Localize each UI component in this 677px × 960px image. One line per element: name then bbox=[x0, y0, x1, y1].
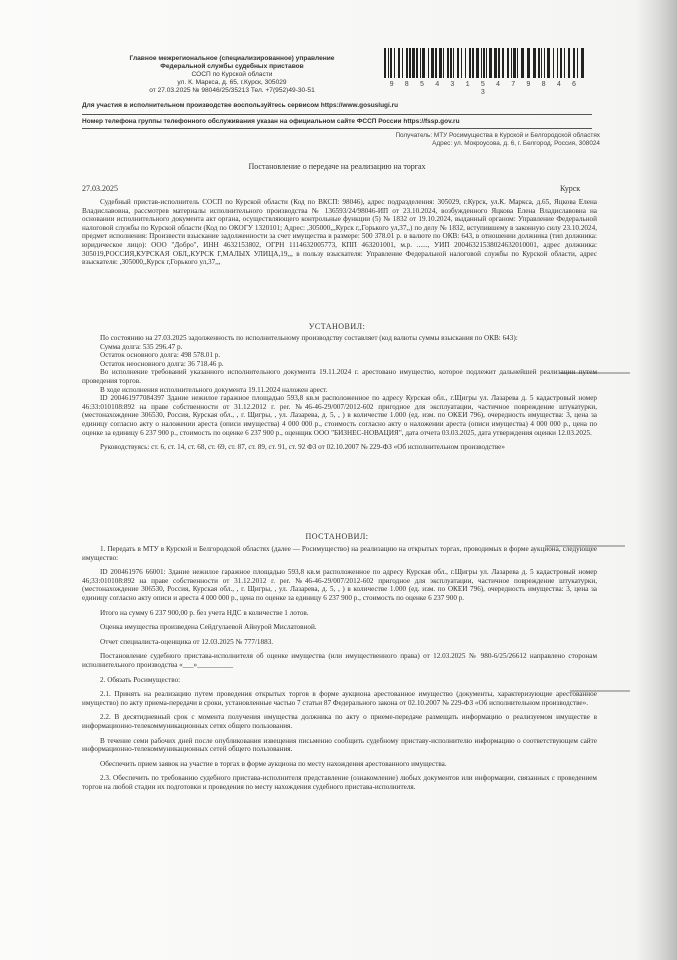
resolved-p9: 2.2. В десятидневный срок с момента получения имущества должника по акту о приеме-передаче размещать информацию о реализуемом имуществе в информационно-телекоммуникационных сетях общего пользования. bbox=[82, 713, 597, 730]
established-block bbox=[82, 334, 597, 452]
established-p4: ID 200461977084397 Здание нежилое гаражное площадью 593,8 кв.м расположенное по адресу Курская обл., г.Щигры ул. Лазарева д. 5 кадастровый номер 46:33:010108:892 на праве собственности от 31.12.2012 г. per. №46-46-29/007/2012-602 пригодное для эксплуатации, частичное повреждение штукатурки, (местонахождение 306530, Россия, Курская обл., , г. Щигры, , ул. Лазарева, д. 5, , ) в количестве 1.000 (ед. изм. по ОКЕИ 796), очередность имущества: 3, цена за единицу согласно акту о наложении ареста (описи имущества) 4 000 000 р., стоимость согласно акту о наложении ареста (описи имущества) 4 000 000 р., цена по оценке за единицу 6 237 900 р., стоимость по оценке 6 237 900 р., оценщик ООО "БИЗНЕС-НОВАЦИЯ", дата отчета 03.03.2025, дата утверждения оценки 12.03.2025. bbox=[82, 394, 597, 437]
established-heading: УСТАНОВИЛ: bbox=[308, 322, 366, 331]
resolved-p10: В течение семи рабочих дней после опубликования извещения письменно сообщить судебному приставу-исполнителю информацию о соответствующем сайте информационно-телекоммуникационных сетей общего пользования. bbox=[82, 736, 597, 754]
recipient-line: Получатель: МТУ Росимущества в Курской и Белгородской областях bbox=[395, 132, 600, 139]
resolved-p8: 2.1. Принять на реализацию путем проведения открытых торгов в форме аукциона арестованное имущество (документы, характеризующие арестованное имущество) по акту приема-передачи в сроки, установленные частью 7 статьи 87 Федерального закона от 02.10.2007 № 229-ФЗ «Об исполнительном производстве». bbox=[82, 690, 597, 707]
document-title: Постановление о передаче на реализацию на торгах bbox=[248, 162, 426, 171]
resolved-p5: Отчет специалиста-оценщика от 12.03.2025 № 777/1883. bbox=[100, 637, 274, 646]
resolved-p11: Обеспечить прием заявок на участие в торгах в форме аукциона по месту нахождения арестованного имущества. bbox=[100, 759, 447, 768]
resolved-heading: ПОСТАНОВИЛ: bbox=[305, 532, 369, 541]
scan-artifact bbox=[570, 690, 630, 692]
barcode-number: 9 8 5 4 3 1 5 4 7 9 8 4 6 3 bbox=[389, 81, 580, 97]
header-line: СОСП по Курской области bbox=[191, 71, 273, 78]
header-line: ул. К. Маркса, д. 65, г.Курск, 305029 bbox=[177, 79, 287, 86]
scan-shadow bbox=[635, 0, 677, 960]
header-line: Главное межрегиональное (специализированное) управление bbox=[129, 55, 335, 62]
resolved-p3: Итого на сумму 6 237 900,00 р. без учета НДС в количестве 1 лотов. bbox=[100, 608, 309, 617]
established-p2: Во исполнение требований указанного исполнительного документа 19.11.2024 г. арестовано имущество, которое подлежит дальнейшей реализации путем проведения торгов. bbox=[82, 368, 597, 385]
header-line: от 27.03.2025 № 98046/25/35213 Тел. +7(952)49-30-51 bbox=[149, 87, 315, 94]
header-line: Федеральной службы судебных приставов bbox=[160, 63, 304, 70]
gosuslugi-notice: Для участия в исполнительном производстве воспользуйтесь сервисом https://www.gosuslugi.ru bbox=[82, 102, 399, 109]
recipient-address: Адрес: ул. Мокроусова, д. 6, г. Белгород, Россия, 308024 bbox=[432, 140, 600, 147]
resolved-p2: ID 200461976 66001: Здание нежилое гаражное площадью 593,8 кв.м расположенное по адресу Курская обл., г.Щигры ул. Лазарева д. 5 кадастровый номер 46;33:010108:892 на праве собственности от 31.12.2012 г. per. №46-46-29/007/2012-602 пригодное для эксплуатации, частичное повреждение штукатурки, (местонахождение 306530, Россия, Курская обл., , г. Щигры, , ул. Лазарева, д. 5, , ) в количестве 1.000 (ед. изм. по ОКЕИ 796), очередность имущества: 3, цена за единицу согласно акту описи и ареста 4 000 000 р., цена по оценке за единицу 6 237 900 р., стоимость по оценке 6 237 900 р. bbox=[82, 568, 597, 602]
barcode bbox=[382, 48, 587, 97]
authority-header bbox=[82, 55, 382, 95]
document-city: Курск bbox=[560, 184, 581, 193]
resolved-p1: 1. Передать в МТУ в Курской и Белгородской областях (далее — Росимущество) на реализацию на открытых торгах, проводимых в форме аукциона, следующее имущество: bbox=[82, 545, 597, 562]
intro-paragraph: Судебный пристав-исполнитель СОСП по Курской области (Код по ВКСП: 98046), адрес подразделения: 305029, г.Курск, ул.К. Маркса, д.65, Яцкова Елена Владиславовна, рассмотрев материалы исполнительного производства № 136593/24/98046-ИП от 23.10.2024, возбужденного Яцкова Елена Владиславовна на основании исполнительного документа акт органа, осуществляющего контрольные функции (5) № 1832 от 19.10.2024, выданный органом: Управление Федеральной налоговой службы по Курской области (Код по ОКОГУ 1320101; Адрес: ,305000,,,Курск г,,Горького ул,37,,) по делу № 1832, вступившему в законную силу 23.10.2024, предмет исполнения: Произвести взыскание задолженности за счет имущества в размере: 500 378.01 р. в валюте по ОКВ: 643, в отношении должника (тип должника: юридическое лицо): ООО "Добро", ИНН 4632153802, ОГРН 1114632005773, КПП 463201001, м.р. ......, УИП 20046321538024632010001, адрес должника: 305019,РОССИЯ,КУРСКАЯ ОБЛ,,КУРСК Г,МАЛЫХ УЛИЦА,19,,, в пользу взыскателя: Управление Федеральной налоговой службы по Курской области, адрес взыскателя: ,305000,,Курск г,Горького ул,37,,, bbox=[82, 198, 597, 267]
divider bbox=[82, 114, 592, 115]
established-p5: Руководствуясь: ст. 6, ст. 14, ст. 68, ст. 69, ст. 87, ст. 89, ст. 91, ст. 92 ФЗ от 02.10.2007 № 229-ФЗ «Об исполнительном производстве» bbox=[100, 443, 505, 452]
sum-debt: Сумма долга: 535 296.47 р. bbox=[100, 342, 183, 351]
resolved-p6: Постановление судебного пристава-исполнителя об оценке имущества (или имущественного права) от 12.03.2025 № 980-6/25/26612 направлено сторонам исполнительного производства «___»__________ bbox=[82, 652, 597, 669]
phone-notice: Номер телефона группы телефонного обслуживания указан на официальном сайте ФССП России https://fssp.gov.ru bbox=[82, 118, 460, 125]
document-date: 27.03.2025 bbox=[82, 184, 118, 193]
resolved-p7: 2. Обязать Росимущество: bbox=[100, 675, 181, 684]
established-p1: По состоянию на 27.03.2025 задолженность по исполнительному производству составляет (код валюты суммы взыскания по ОКВ: 643): bbox=[100, 334, 518, 342]
scan-artifact bbox=[545, 545, 625, 547]
divider bbox=[82, 128, 592, 129]
established-p3: В ходе исполнения исполнительного документа 19.11.2024 наложен арест. bbox=[100, 385, 328, 394]
non-main-debt: Остаток неосновного долга: 36 718.46 р. bbox=[100, 359, 224, 368]
resolved-p12: 2.3. Обеспечить по требованию судебного пристава-исполнителя представление (ознакомление) любых документов или информации, связанных с проведением торгов на любой стадии их подготовки и проведения по месту нахождения судебного пристава-исполнителя. bbox=[82, 774, 597, 791]
resolved-p4: Оценка имущества произведена Сейдгулаевой Айнурой Мислатовной. bbox=[100, 623, 317, 632]
intro-block bbox=[82, 198, 597, 267]
barcode-bars bbox=[382, 48, 587, 80]
resolved-block bbox=[82, 545, 597, 791]
main-debt: Остаток основного долга: 498 578.01 р. bbox=[100, 351, 221, 360]
scan-artifact bbox=[560, 372, 630, 374]
